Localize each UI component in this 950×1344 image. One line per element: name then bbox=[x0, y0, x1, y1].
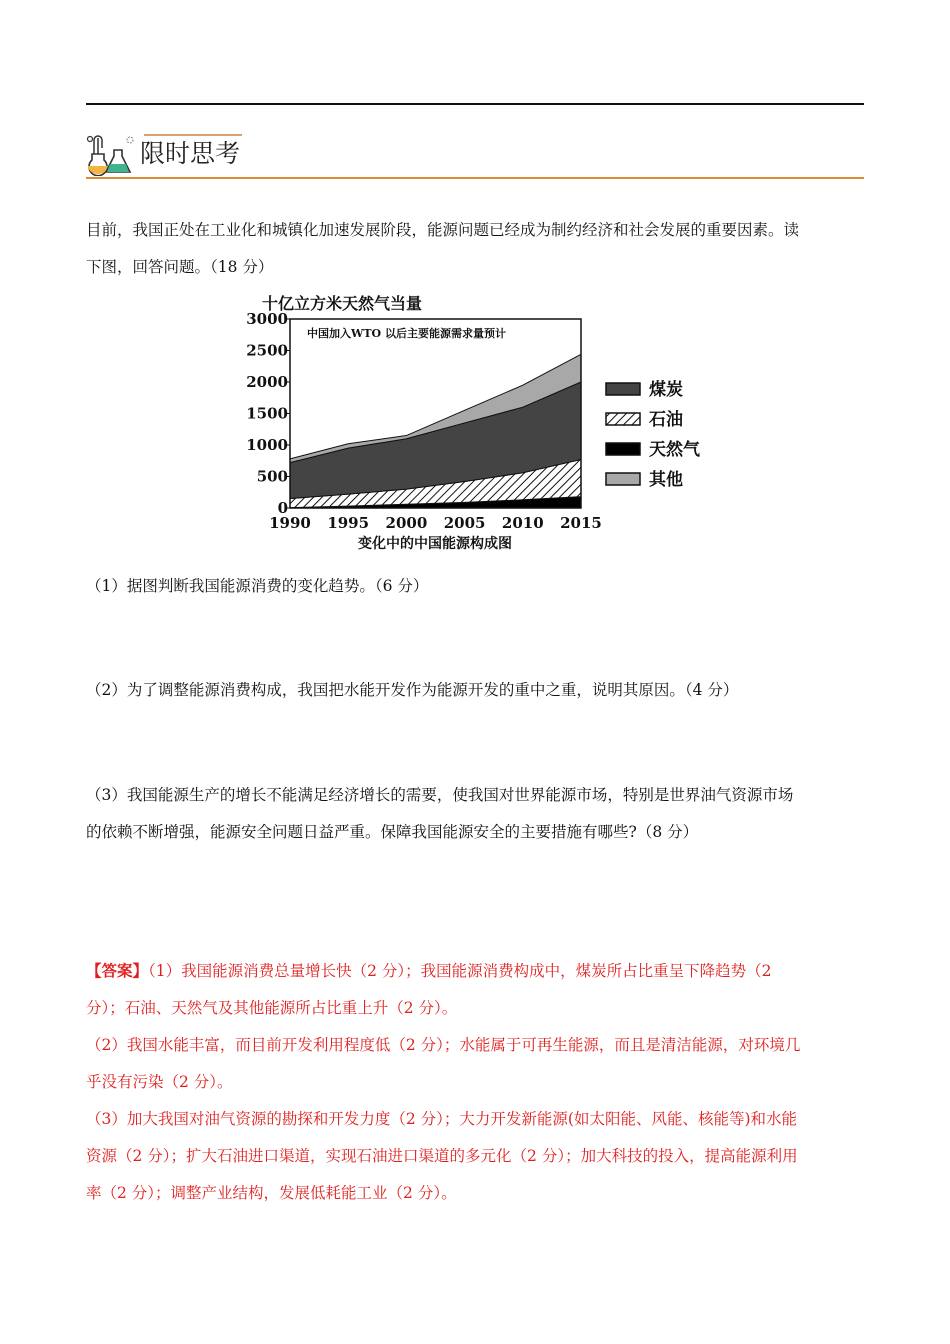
answer-line: 资源（2 分）；扩大石油进口渠道，实现石油进口渠道的多元化（2 分）；加大科技的投入，提高能源利用 bbox=[86, 1147, 798, 1165]
x-tick-label: 2005 bbox=[443, 514, 486, 532]
top-rule bbox=[86, 103, 864, 105]
answer-line: （3）加大我国对油气资源的勘探和开发力度（2 分）；大力开发新能源(如太阳能、风能、核能等)和水能 bbox=[86, 1110, 797, 1128]
x-axis-label: 变化中的中国能源构成图 bbox=[358, 536, 512, 552]
answer-block bbox=[86, 952, 866, 1212]
x-tick-label: 2010 bbox=[501, 514, 544, 532]
y-tick-label: 0 bbox=[277, 499, 288, 517]
legend-label: 石油 bbox=[649, 410, 683, 430]
section-title: 限时思考 bbox=[140, 139, 241, 168]
question-1 bbox=[86, 568, 866, 605]
legend-swatch bbox=[606, 443, 640, 455]
answer-line: 乎没有污染（2 分）。 bbox=[86, 1073, 233, 1091]
header-underline bbox=[86, 177, 864, 179]
y-tick-label: 2500 bbox=[246, 341, 288, 360]
answer-line: 率（2 分）；调整产业结构，发展低耗能工业（2 分）。 bbox=[86, 1184, 457, 1202]
x-tick-label: 2000 bbox=[385, 514, 428, 532]
y-tick-label: 1000 bbox=[246, 436, 288, 454]
y-axis-label: 十亿立方米天然气当量 bbox=[262, 294, 423, 313]
question-line: （3）我国能源生产的增长不能满足经济增长的需要，使我国对世界能源市场，特别是世界油气资源市场 bbox=[86, 786, 794, 804]
answer-label: 【答案】 bbox=[86, 961, 149, 980]
question-line: （1）据图判断我国能源消费的变化趋势。（6 分） bbox=[86, 577, 429, 595]
section-header bbox=[86, 130, 864, 180]
y-tick-label: 2000 bbox=[246, 373, 288, 391]
y-tick-label: 3000 bbox=[246, 310, 288, 328]
legend-swatch bbox=[606, 383, 640, 395]
x-tick-label: 2015 bbox=[560, 514, 602, 532]
y-tick-label: 1500 bbox=[246, 404, 288, 423]
answer-line: （1）我国能源消费总量增长快（2 分）；我国能源消费构成中，煤炭所占比重呈下降趋势（2 bbox=[148, 962, 772, 980]
legend-label: 其他 bbox=[649, 470, 683, 490]
legend-swatch bbox=[606, 473, 640, 485]
legend-label: 天然气 bbox=[649, 440, 700, 460]
energy-chart bbox=[240, 290, 720, 555]
chart-title: 中国加入WTO 以后主要能源需求量预计 bbox=[307, 327, 506, 340]
x-tick-label: 1990 bbox=[269, 514, 311, 532]
intro-line: 下图，回答问题。（18 分） bbox=[86, 258, 274, 276]
x-tick-label: 1995 bbox=[327, 514, 370, 532]
question-3 bbox=[86, 777, 866, 851]
question-line: 的依赖不断增强，能源安全问题日益严重。保障我国能源安全的主要措施有哪些?（8 分） bbox=[86, 823, 699, 841]
legend-swatch bbox=[606, 413, 640, 425]
question-line: （2）为了调整能源消费构成，我国把水能开发作为能源开发的重中之重，说明其原因。（4 分） bbox=[86, 681, 739, 699]
legend-label: 煤炭 bbox=[649, 380, 683, 400]
answer-line: （2）我国水能丰富，而目前开发利用程度低（2 分）；水能属于可再生能源，而且是清洁能源，对环境几 bbox=[86, 1036, 801, 1054]
y-tick-label: 500 bbox=[256, 467, 288, 486]
question-2 bbox=[86, 672, 866, 709]
lab-flask-icon bbox=[86, 130, 136, 176]
intro-line: 目前，我国正处在工业化和城镇化加速发展阶段，能源问题已经成为制约经济和社会发展的重要因素。读 bbox=[86, 221, 800, 239]
intro-text bbox=[86, 212, 866, 286]
answer-line: 分）；石油、天然气及其他能源所占比重上升（2 分）。 bbox=[86, 999, 458, 1017]
